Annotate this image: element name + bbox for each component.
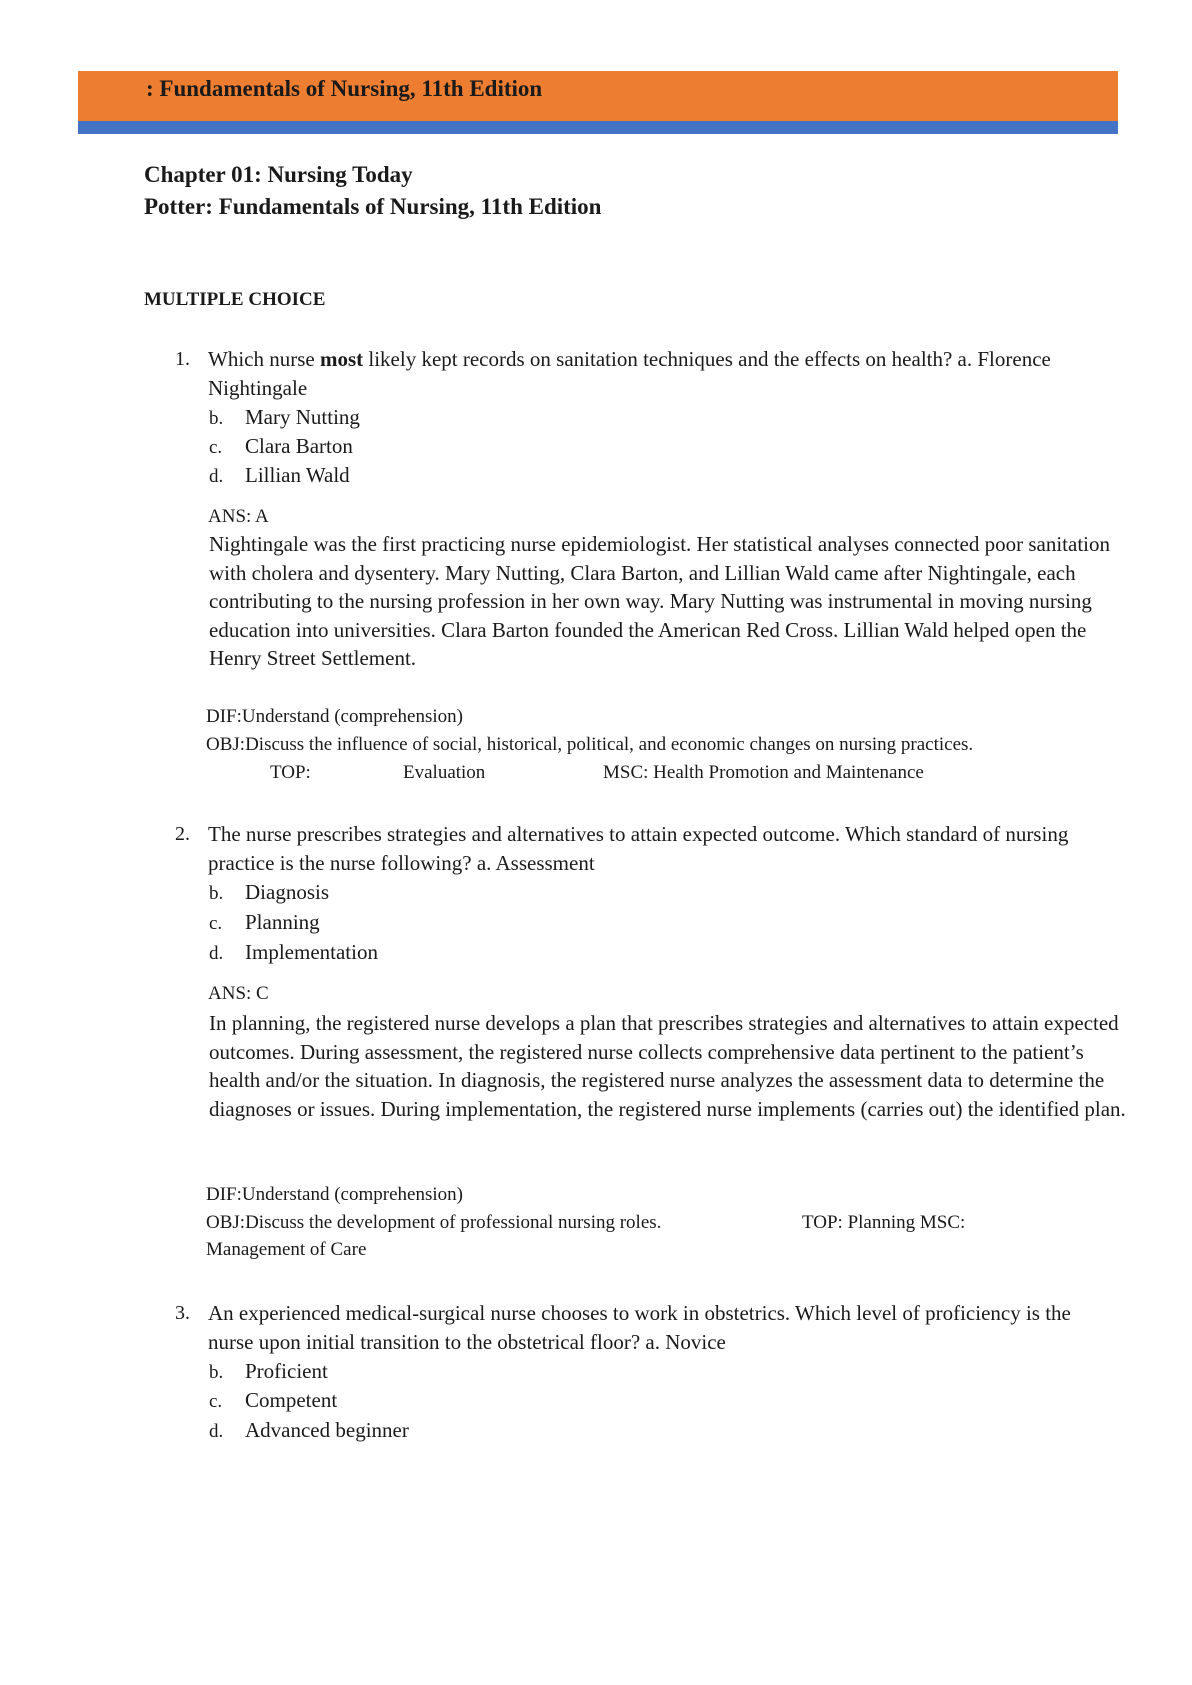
objective: OBJ:Discuss the influence of social, historical, political, and economic changes on nursing practices. [206, 734, 974, 755]
book-title: Potter: Fundamentals of Nursing, 11th Edition [144, 194, 602, 219]
question-number: 3. [175, 1302, 190, 1324]
rationale: In planning, the registered nurse develops a plan that prescribes strategies and alternatives to attain expected outcomes. During assessment, the registered nurse collects comprehensive data pertinent to the patient’s health and/or the situation. In diagnosis, the registered nurse analyzes the assessment data to determine the diagnoses or issues. During implementation, the registered nurse implements (carries out) the identified plan. [209, 1011, 1126, 1121]
rationale: Nightingale was the first practicing nurse epidemiologist. Her statistical analyses connected poor sanitation with cholera and dysentery. Mary Nutting, Clara Barton, and Lillian Wald came after Nightingale, each contributing to the nursing profession in her own way. Mary Nutting was instrumental in moving nursing education into universities. Clara Barton founded the American Red Cross. Lillian Wald helped open the Henry Street Settlement. [209, 532, 1111, 671]
option-text: Mary Nutting [245, 405, 360, 429]
section-title: MULTIPLE CHOICE [144, 289, 326, 310]
option-text: Competent [245, 1388, 338, 1412]
client-needs-continued: Management of Care [206, 1239, 367, 1260]
stem-emphasis: most [319, 347, 364, 371]
question-stem [208, 345, 1108, 403]
stem-text: Which nurse [208, 347, 320, 371]
option-letter: b. [209, 408, 224, 429]
option-text: Proficient [245, 1359, 328, 1383]
option-letter: d. [209, 1421, 224, 1442]
answer-key: ANS: C [208, 983, 269, 1004]
option-letter: c. [209, 437, 223, 458]
client-needs: MSC: Health Promotion and Maintenance [603, 762, 924, 783]
option-letter: c. [209, 1391, 223, 1412]
option-text: Diagnosis [245, 880, 329, 904]
question-number: 2. [175, 823, 190, 845]
difficulty: DIF:Understand (comprehension) [206, 1184, 463, 1205]
question-stem: The nurse prescribes strategies and alternatives to attain expected outcome. Which standard of nursing practice is the nurse following? a. Assessment [208, 822, 1069, 875]
topic-label: TOP: [270, 762, 311, 783]
option-text: Planning [245, 910, 320, 934]
header-title: : Fundamentals of Nursing, 11th Edition [146, 76, 543, 101]
option-letter: d. [209, 466, 224, 487]
answer-key: ANS: A [208, 506, 269, 527]
stem-text: likely kept records on sanitation techniques and the effects on health? a. Florence Nightingale [208, 347, 1051, 400]
objective: OBJ:Discuss the development of professional nursing roles. [206, 1212, 662, 1233]
option-text: Lillian Wald [245, 463, 350, 487]
option-text: Clara Barton [245, 434, 353, 458]
chapter-title: Chapter 01: Nursing Today [144, 162, 413, 187]
option-letter: d. [209, 943, 224, 964]
option-letter: b. [209, 883, 224, 904]
option-letter: c. [209, 913, 223, 934]
question-stem: An experienced medical-surgical nurse chooses to work in obstetrics. Which level of proficiency is the nurse upon initial transition to the obstetrical floor? a. Novice [208, 1301, 1071, 1354]
option-letter: b. [209, 1362, 224, 1383]
option-text: Advanced beginner [245, 1418, 409, 1442]
topic-value: Evaluation [403, 762, 486, 783]
option-text: Implementation [245, 940, 378, 964]
difficulty: DIF:Understand (comprehension) [206, 706, 463, 727]
question-number: 1. [175, 348, 190, 370]
header-rule [78, 121, 1118, 134]
topic-and-client-needs: TOP: Planning MSC: [802, 1212, 966, 1233]
